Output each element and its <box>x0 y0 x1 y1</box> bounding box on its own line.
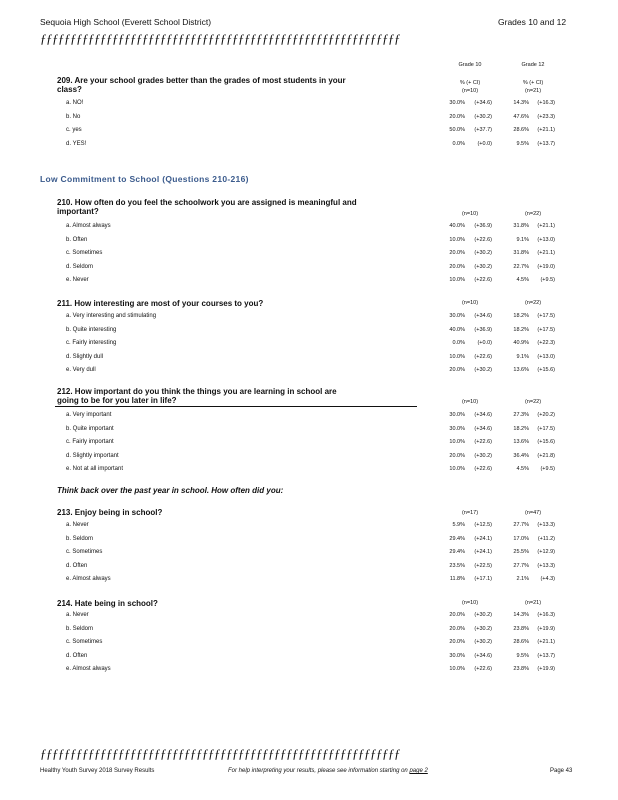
table-row <box>0 626 618 636</box>
grade12-percent: 28.6% <box>513 127 529 134</box>
grade12-ci: (+9.5) <box>540 277 555 284</box>
grade10-percent: 11.8% <box>449 576 465 583</box>
grade10-percent: 0.0% <box>452 140 465 147</box>
grade12-ci: (+15.6) <box>537 367 555 374</box>
table-row <box>0 536 618 546</box>
grade12-percent: 9.5% <box>516 140 529 147</box>
option-label: a. Very interesting and stimulating <box>66 313 157 319</box>
table-row <box>0 412 618 422</box>
grade12-percent: 4.5% <box>516 466 529 473</box>
grade12-percent: 25.5% <box>513 549 529 556</box>
table-row <box>0 237 618 247</box>
table-row <box>0 223 618 233</box>
grade12-ci: (+23.3) <box>537 113 555 120</box>
grade10-percent: 20.0% <box>449 263 465 270</box>
q212-n-grade10: (n=10) <box>461 399 479 405</box>
grade12-ci: (+17.5) <box>537 326 555 333</box>
grade12-percent: 18.2% <box>513 326 529 333</box>
grade12-percent: 22.7% <box>513 263 529 270</box>
grade12-percent: 27.7% <box>513 562 529 569</box>
table-row <box>0 367 618 377</box>
grade10-ci: (+22.6) <box>474 353 492 360</box>
grade12-percent: 17.0% <box>513 535 529 542</box>
grade12-percent: 23.8% <box>513 666 529 673</box>
table-row <box>0 426 618 436</box>
section-heading: Low Commitment to School (Questions 210-216) <box>40 174 249 184</box>
grade12-percent: 47.6% <box>513 113 529 120</box>
grade10-percent: 40.0% <box>449 223 465 229</box>
option-label: a. NO! <box>66 100 84 106</box>
grade10-ci: (+22.6) <box>474 277 492 284</box>
grade12-ci: (+13.7) <box>537 652 555 659</box>
grade10-ci: (+0.0) <box>477 140 492 147</box>
grade10-percent: 50.0% <box>449 127 465 134</box>
table-row <box>0 313 618 323</box>
grade10-percent: 20.0% <box>449 367 465 374</box>
grade12-ci: (+12.9) <box>537 549 555 556</box>
table-row <box>0 612 618 622</box>
grade10-ci: (+24.1) <box>474 549 492 556</box>
question-q214: 214. Hate being in school? <box>57 599 158 608</box>
grade10-ci: (+30.2) <box>474 250 492 257</box>
option-label: d. Often <box>66 562 88 569</box>
grade12-ci: (+19.0) <box>537 263 555 270</box>
footer-help <box>228 768 428 774</box>
q209-n-grade12: (n=21) <box>524 88 542 94</box>
grade10-percent: 40.0% <box>449 326 465 333</box>
option-label: a. Very important <box>66 412 112 418</box>
grade12-percent: 40.9% <box>513 340 529 347</box>
grade12-ci: (+21.8) <box>537 452 555 459</box>
grade12-percent: 9.1% <box>516 236 529 243</box>
grade10-percent: 30.0% <box>449 313 465 319</box>
table-row <box>0 522 618 532</box>
grade10-ci: (+36.9) <box>474 223 492 229</box>
table-row <box>0 250 618 260</box>
grade10-percent: 5.9% <box>452 522 465 528</box>
grade12-ci: (+13.3) <box>537 562 555 569</box>
table-row <box>0 141 618 151</box>
grade12-ci: (+16.3) <box>537 612 555 618</box>
table-row <box>0 264 618 274</box>
option-label: a. Never <box>66 612 89 618</box>
grade12-percent: 27.3% <box>513 412 529 418</box>
header-divider: ƒƒƒƒƒƒƒƒƒƒƒƒƒƒƒƒƒƒƒƒƒƒƒƒƒƒƒƒƒƒƒƒƒƒƒƒƒƒƒƒƒƒƒƒƒƒƒƒƒƒƒƒƒƒƒƒƒƒƒƒ <box>40 31 400 46</box>
table-row <box>0 354 618 364</box>
grade12-percent: 27.7% <box>513 522 529 528</box>
grade12-ci: (+4.3) <box>540 576 555 583</box>
grade12-percent: 13.6% <box>513 439 529 446</box>
grade10-ci: (+22.6) <box>474 439 492 446</box>
grade10-ci: (+34.6) <box>474 313 492 319</box>
grade12-ci: (+17.5) <box>537 425 555 432</box>
table-row <box>0 639 618 649</box>
q209-n-grade10: (n=10) <box>461 88 479 94</box>
grade10-percent: 23.5% <box>449 562 465 569</box>
grade10-ci: (+22.6) <box>474 466 492 473</box>
grade12-percent: 31.8% <box>513 250 529 257</box>
grade10-ci: (+24.1) <box>474 535 492 542</box>
grade10-percent: 20.0% <box>449 612 465 618</box>
grade10-ci: (+34.6) <box>474 425 492 432</box>
grade10-percent: 30.0% <box>449 425 465 432</box>
q212-n-grade12: (n=22) <box>524 399 542 405</box>
option-label: d. Slightly important <box>66 452 119 459</box>
grade10-ci: (+0.0) <box>477 340 492 347</box>
option-label: b. Seldom <box>66 625 94 632</box>
grade12-percent: 18.2% <box>513 313 529 319</box>
question-q209: 209. Are your school grades better than the grades of most students in your class? <box>57 76 346 94</box>
grade10-percent: 20.0% <box>449 625 465 632</box>
option-label: d. YES! <box>66 140 87 147</box>
grade10-percent: 10.0% <box>449 277 465 284</box>
grade10-percent: 20.0% <box>449 113 465 120</box>
grade10-ci: (+30.2) <box>474 612 492 618</box>
grade10-ci: (+37.7) <box>474 127 492 134</box>
grade12-ci: (+9.5) <box>540 466 555 473</box>
grade10-ci: (+22.5) <box>474 562 492 569</box>
table-row <box>0 439 618 449</box>
q210-n-grade12: (n=22) <box>524 211 542 217</box>
grade12-ci: (+21.1) <box>537 223 555 229</box>
grade10-percent: 10.0% <box>449 236 465 243</box>
q214-n-grade10: (n=10) <box>461 600 479 606</box>
grade12-ci: (+13.0) <box>537 236 555 243</box>
grade12-ci: (+19.9) <box>537 666 555 673</box>
grade10-ci: (+30.2) <box>474 113 492 120</box>
col-grade10-pct: % (+ CI) <box>459 80 481 86</box>
question-q213: 213. Enjoy being in school? <box>57 508 163 517</box>
grade12-ci: (+21.1) <box>537 250 555 257</box>
q213-n-grade12: (n=47) <box>524 510 542 516</box>
grade10-percent: 20.0% <box>449 250 465 257</box>
grade10-ci: (+12.5) <box>474 522 492 528</box>
footer-help-text: For help interpreting your results, please see information starting on <box>228 768 408 774</box>
grade10-ci: (+30.2) <box>474 263 492 270</box>
table-row <box>0 466 618 476</box>
grade12-percent: 28.6% <box>513 639 529 646</box>
table-row <box>0 653 618 663</box>
grade10-ci: (+30.2) <box>474 625 492 632</box>
grade10-percent: 10.0% <box>449 353 465 360</box>
grade10-percent: 29.4% <box>449 535 465 542</box>
question-q210: 210. How often do you feel the schoolwork you are assigned is meaningful and important? <box>57 198 357 216</box>
grade12-ci: (+16.3) <box>537 100 555 106</box>
grade12-percent: 31.8% <box>513 223 529 229</box>
table-row <box>0 127 618 137</box>
option-label: a. Never <box>66 522 89 528</box>
grade12-ci: (+21.1) <box>537 639 555 646</box>
grade10-ci: (+22.6) <box>474 236 492 243</box>
table-row <box>0 277 618 287</box>
grade10-percent: 30.0% <box>449 412 465 418</box>
grade10-percent: 10.0% <box>449 666 465 673</box>
grade10-ci: (+30.2) <box>474 367 492 374</box>
table-row <box>0 114 618 124</box>
grade12-ci: (+17.5) <box>537 313 555 319</box>
grade12-percent: 2.1% <box>516 576 529 583</box>
q211-n-grade12: (n=22) <box>524 300 542 306</box>
grade12-ci: (+22.3) <box>537 340 555 347</box>
option-label: c. Fairly interesting <box>66 340 117 347</box>
q212-divider <box>55 406 417 407</box>
option-label: e. Never <box>66 277 89 284</box>
header-grades: Grades 10 and 12 <box>498 17 567 27</box>
table-row <box>0 453 618 463</box>
option-label: d. Often <box>66 652 88 659</box>
option-label: b. Often <box>66 236 88 243</box>
grade10-ci: (+17.1) <box>474 576 492 583</box>
option-label: e. Almost always <box>66 666 111 673</box>
col-grade12-pct: % (+ CI) <box>522 80 544 86</box>
col-grade10: Grade 10 <box>458 62 482 68</box>
grade10-percent: 0.0% <box>452 340 465 347</box>
grade10-ci: (+34.6) <box>474 412 492 418</box>
option-label: e. Almost always <box>66 576 111 583</box>
grade10-percent: 20.0% <box>449 639 465 646</box>
grade10-percent: 30.0% <box>449 652 465 659</box>
q210-n-grade10: (n=10) <box>461 211 479 217</box>
grade10-ci: (+36.9) <box>474 326 492 333</box>
option-label: e. Very dull <box>66 367 96 374</box>
col-grade12: Grade 12 <box>521 62 545 68</box>
grade12-percent: 14.3% <box>513 612 529 618</box>
table-row <box>0 576 618 586</box>
table-row <box>0 340 618 350</box>
option-label: d. Seldom <box>66 263 94 270</box>
table-row <box>0 549 618 559</box>
grade12-percent: 36.4% <box>513 452 529 459</box>
grade12-percent: 23.8% <box>513 625 529 632</box>
option-label: c. Sometimes <box>66 639 103 646</box>
option-label: b. No <box>66 113 81 120</box>
footer-survey: Healthy Youth Survey 2018 Survey Results <box>40 768 155 774</box>
footer-divider: ƒƒƒƒƒƒƒƒƒƒƒƒƒƒƒƒƒƒƒƒƒƒƒƒƒƒƒƒƒƒƒƒƒƒƒƒƒƒƒƒƒƒƒƒƒƒƒƒƒƒƒƒƒƒƒƒƒƒƒƒ <box>40 746 400 761</box>
table-row <box>0 327 618 337</box>
option-label: c. yes <box>66 127 82 134</box>
option-label: c. Fairly important <box>66 439 114 446</box>
footer-page-link[interactable]: page 2 <box>409 768 428 774</box>
grade12-ci: (+20.2) <box>537 412 555 418</box>
table-row <box>0 100 618 110</box>
option-label: e. Not at all important <box>66 466 124 473</box>
grade12-percent: 13.6% <box>513 367 529 374</box>
grade10-percent: 30.0% <box>449 100 465 106</box>
option-label: a. Almost always <box>66 223 111 229</box>
q213-n-grade10: (n=17) <box>461 510 479 516</box>
grade10-percent: 29.4% <box>449 549 465 556</box>
grade12-percent: 14.3% <box>513 100 529 106</box>
grade10-ci: (+34.6) <box>474 652 492 659</box>
table-row <box>0 563 618 573</box>
header-school: Sequoia High School (Everett School District) <box>40 17 212 27</box>
grade10-percent: 20.0% <box>449 452 465 459</box>
grade10-ci: (+22.6) <box>474 666 492 673</box>
q214-n-grade12: (n=21) <box>524 600 542 606</box>
grade12-ci: (+21.1) <box>537 127 555 134</box>
grade12-percent: 4.5% <box>516 277 529 284</box>
grade12-ci: (+15.6) <box>537 439 555 446</box>
grade12-ci: (+13.0) <box>537 353 555 360</box>
option-label: c. Sometimes <box>66 250 103 257</box>
grade12-percent: 9.1% <box>516 353 529 360</box>
table-row <box>0 666 618 676</box>
grade12-percent: 9.5% <box>516 652 529 659</box>
grade12-ci: (+19.9) <box>537 625 555 632</box>
grade12-ci: (+11.2) <box>537 535 555 542</box>
q211-n-grade10: (n=10) <box>461 300 479 306</box>
question-q212: 212. How important do you think the things you are learning in school are going to be for you later in life? <box>57 387 337 405</box>
grade10-percent: 10.0% <box>449 439 465 446</box>
option-label: c. Sometimes <box>66 549 103 556</box>
grade10-ci: (+34.6) <box>474 100 492 106</box>
footer-page-number: Page 43 <box>550 768 573 774</box>
option-label: b. Quite interesting <box>66 326 117 333</box>
grade10-ci: (+30.2) <box>474 639 492 646</box>
option-label: b. Quite important <box>66 425 114 432</box>
grade12-ci: (+13.3) <box>537 522 555 528</box>
grade12-percent: 18.2% <box>513 425 529 432</box>
question-q211: 211. How interesting are most of your courses to you? <box>57 299 264 308</box>
grade10-percent: 10.0% <box>449 466 465 473</box>
instruction-note: Think back over the past year in school. How often did you: <box>57 486 284 495</box>
option-label: d. Slightly dull <box>66 353 104 360</box>
option-label: b. Seldom <box>66 535 94 542</box>
grade12-ci: (+13.7) <box>537 140 555 147</box>
grade10-ci: (+30.2) <box>474 452 492 459</box>
